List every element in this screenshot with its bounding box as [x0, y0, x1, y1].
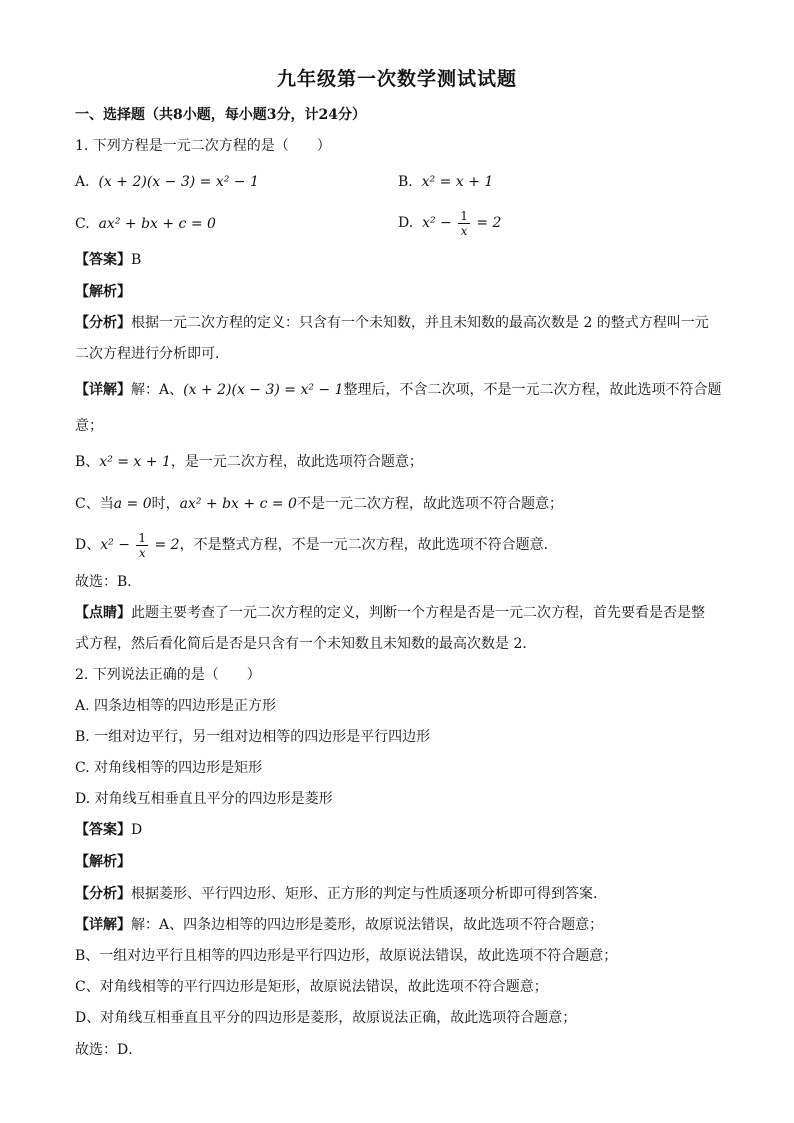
detail-d-math-pre: x² − [100, 537, 130, 553]
detail-c-math-2: ax² + bx + c = 0 [179, 496, 297, 512]
detail-d-fraction [136, 531, 148, 560]
fraction-denominator: x [138, 545, 146, 560]
q1-option-b-math: x² = x + 1 [421, 174, 494, 190]
fenxi-tag: 【分析】 [75, 315, 131, 331]
detail-d-math-post: = 2 [154, 537, 180, 553]
q1-option-c-math: ax² + bx + c = 0 [98, 216, 216, 232]
detail-tag: 【详解】 [75, 382, 131, 398]
q1-option-d-math-post: = 2 [476, 215, 502, 231]
detail-d-post: ，不是整式方程，不是一元二次方程，故此选项不符合题意． [179, 537, 558, 553]
detail-tag: 【详解】 [75, 917, 131, 933]
q2-detail-a [75, 915, 603, 935]
q1-detail-a-cont: 意； [75, 418, 103, 434]
q1-dianjing-line-2: 式方程，然后看化简后是否是只含有一个未知数且未知数的最高次数是 2． [75, 636, 537, 652]
q2-option-d: D. 对角线互相垂直且平分的四边形是菱形 [75, 791, 333, 807]
detail-c-math-1: a = 0 [113, 496, 152, 512]
detail-c-mid: 时， [151, 496, 180, 512]
dianjing-tag: 【点睛】 [75, 605, 131, 621]
q1-detail-d [75, 528, 558, 562]
fraction-denominator: x [460, 223, 468, 238]
fenxi-text: 根据菱形、平行四边形、矩形、正方形的判定与性质逐项分析即可得到答案． [131, 886, 607, 902]
dianjing-text: 此题主要考查了一元二次方程的定义，判断一个方程是否是一元二次方程，首先要看是否是整 [131, 605, 705, 621]
q2-analysis-tag: 【解析】 [75, 854, 131, 870]
q1-option-b [398, 172, 493, 192]
detail-b-pre: B、 [75, 454, 100, 470]
q1-option-c-label: C. [75, 216, 90, 232]
q1-analysis-tag: 【解析】 [75, 284, 131, 300]
q1-option-a-label: A. [75, 174, 90, 190]
detail-a-math: (x + 2)(x − 3) = x² − 1 [183, 382, 344, 398]
answer-value: D [131, 822, 143, 838]
q1-stem: 1. 下列方程是一元二次方程的是（ ） [75, 138, 331, 154]
answer-value: B [131, 252, 142, 268]
fraction-numerator: 1 [138, 530, 147, 545]
q2-stem: 2. 下列说法正确的是（ ） [75, 667, 261, 683]
q1-options-row-1 [75, 172, 259, 192]
detail-b-math: x² = x + 1 [99, 454, 171, 470]
detail-d-pre: D、 [75, 537, 101, 553]
q1-option-c [75, 214, 216, 234]
detail-c-post: 不是一元二次方程，故此选项不符合题意； [296, 496, 563, 512]
q2-detail-b: B、一组对边平行且相等的四边形是平行四边形，故原说法错误，故此选项不符合题意； [75, 948, 618, 964]
page-title: 九年级第一次数学测试试题 [276, 68, 517, 90]
q1-option-b-label: B. [398, 174, 413, 190]
q2-option-b: B. 一组对边平行，另一组对边相等的四边形是平行四边形 [75, 729, 431, 745]
q1-fenxi-line-2: 二次方程进行分析即可． [75, 346, 229, 362]
q2-option-c: C. 对角线相等的四边形是矩形 [75, 760, 263, 776]
answer-tag: 【答案】 [75, 822, 131, 838]
q2-fenxi [75, 884, 607, 904]
q1-fenxi-line-1 [75, 313, 709, 333]
section-heading: 一、选择题（共8小题，每小题3分，计24分） [75, 107, 366, 123]
q2-choose: 故选：D． [75, 1042, 143, 1058]
q1-dianjing-line-1 [75, 603, 705, 623]
q1-option-d [398, 206, 501, 240]
q1-detail-b [75, 452, 423, 472]
detail-a-post: 整理后，不含二次项，不是一元二次方程，故此选项不符合题 [343, 382, 722, 398]
detail-a-text: 解：A、四条边相等的四边形是菱形，故原说法错误，故此选项不符合题意； [131, 917, 604, 933]
fenxi-text: 根据一元二次方程的定义：只含有一个未知数，并且未知数的最高次数是 2 的整式方程叫一元 [131, 315, 709, 331]
q1-detail-c [75, 494, 563, 514]
answer-tag: 【答案】 [75, 252, 131, 268]
fenxi-tag: 【分析】 [75, 886, 131, 902]
q2-detail-c: C、对角线相等的平行四边形是矩形，故原说法错误，故此选项不符合题意； [75, 979, 548, 995]
q1-detail-a [75, 380, 722, 400]
detail-c-pre: C、当 [75, 496, 114, 512]
q1-option-d-math-pre: x² − [422, 215, 452, 231]
q1-option-d-fraction [458, 209, 470, 238]
q2-option-a: A. 四条边相等的四边形是正方形 [75, 698, 277, 714]
q1-option-d-label: D. [398, 215, 414, 231]
detail-a-pre: 解：A、 [131, 382, 184, 398]
detail-b-post: ，是一元二次方程，故此选项符合题意； [170, 454, 423, 470]
q1-option-a-math: (x + 2)(x − 3) = x² − 1 [98, 174, 259, 190]
fraction-numerator: 1 [460, 208, 468, 223]
q1-choose: 故选：B． [75, 574, 142, 590]
q2-detail-d: D、对角线互相垂直且平分的四边形是菱形，故原说法正确，故此选项符合题意； [75, 1010, 577, 1026]
q2-answer [75, 820, 142, 840]
q1-answer [75, 250, 141, 270]
